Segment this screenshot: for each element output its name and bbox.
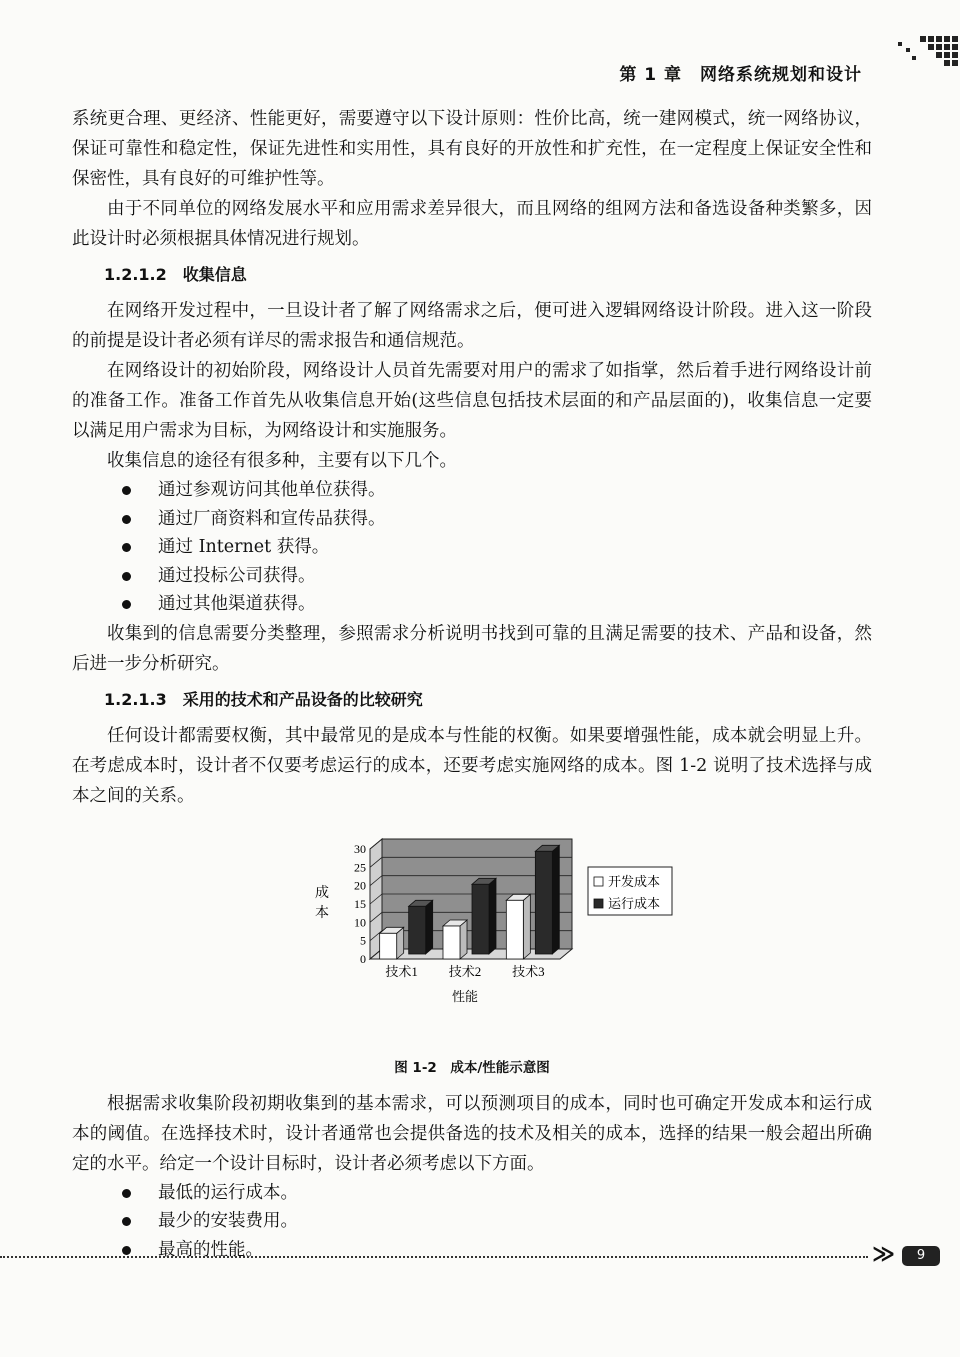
y-tick-label: 0 [360, 951, 366, 966]
corner-pattern-icon [868, 30, 960, 74]
x-tick-label: 技术2 [448, 963, 482, 979]
legend-label: 开发成本 [608, 873, 661, 889]
paragraph: 系统更合理、更经济、性能更好，需要遵守以下设计原则：性价比高，统一建网模式，统一网络协议，保证可靠性和稳定性，保证先进性和实用性，具有良好的开放性和扩充性，在一定程度上保证安全性和保密性，具有良好的可维护性等。 [72, 109, 872, 189]
list-item-text: 通过其他渠道获得。 [158, 594, 316, 614]
dotted-rule [0, 1256, 868, 1258]
bar [472, 884, 489, 954]
section-heading: 1.2.1.2 收集信息 [104, 265, 247, 284]
paragraph: 根据需求收集阶段初期收集到的基本需求，可以预测项目的成本，同时也可确定开发成本和运行成本的阈值。在选择技术时，设计者通常也会提供备选的技术及相关的成本，选择的结果一般会超出所确定的水平。给定一个设计目标时，设计者必须考虑以下方面。 [72, 1093, 872, 1174]
list-item-text: 通过厂商资料和宣传品获得。 [158, 508, 386, 529]
bar-side [523, 894, 530, 959]
y-tick-label: 5 [360, 933, 366, 948]
bar [443, 926, 460, 959]
section-heading: 1.2.1.3 采用的技术和产品设备的比较研究 [104, 689, 423, 709]
y-axis-label: 成 [315, 885, 329, 901]
y-tick-label: 25 [354, 859, 366, 874]
bullet-list [72, 476, 872, 619]
list-item [72, 533, 872, 562]
bar [409, 906, 426, 954]
bar-side [552, 845, 559, 954]
list-item [72, 1207, 872, 1236]
page-number: 9 [902, 1246, 940, 1266]
bullet-icon [122, 600, 131, 609]
legend-label: 运行成本 [608, 895, 661, 911]
bar [535, 851, 552, 954]
legend-swatch [594, 877, 603, 886]
double-arrow-icon: ≫ [872, 1242, 896, 1267]
figure-caption: 图 1-2 成本/性能示意图 [394, 1059, 550, 1076]
list-item-text: 通过 Internet 获得。 [158, 537, 330, 557]
paragraph: 由于不同单位的网络发展水平和应用需求差异很大，而且网络的组网方法和备选设备种类繁多，因此设计时必须根据具体情况进行规划。 [72, 199, 872, 249]
list-item [72, 505, 872, 534]
bar-side [460, 920, 467, 959]
list-item-text: 最低的运行成本。 [158, 1182, 298, 1203]
bar-side [426, 900, 433, 954]
y-tick-label: 15 [354, 896, 366, 911]
legend-swatch [594, 899, 603, 908]
page-footer [0, 1240, 960, 1270]
y-tick-label: 10 [354, 914, 366, 929]
bar [380, 933, 397, 959]
x-tick-label: 技术3 [512, 963, 545, 979]
chapter-header: 第 1 章 网络系统规划和设计 [619, 65, 862, 85]
list-item [72, 476, 872, 505]
cost-performance-chart [72, 821, 872, 1051]
figure [72, 821, 872, 1051]
bullet-icon [122, 1217, 131, 1226]
paragraph: 在网络设计的初始阶段，网络设计人员首先需要对用户的需求了如指掌，然后着手进行网络设计前的准备工作。准备工作首先从收集信息开始(这些信息包括技术层面的和产品层面的)，收集信息一定要以满足用户需求为目标，为网络设计和实施服务。 [72, 361, 872, 441]
bar-side [489, 878, 496, 954]
x-tick-label: 技术1 [385, 963, 418, 979]
page-content [72, 104, 872, 1264]
list-item-text: 最少的安装费用。 [158, 1211, 298, 1231]
paragraph: 任何设计都需要权衡，其中最常见的是成本与性能的权衡。如果要增强性能，成本就会明显上升。在考虑成本时，设计者不仅要考虑运行的成本，还要考虑实施网络的成本。图 1-2 说明了技术选择与成本之间的关系。 [72, 725, 872, 806]
list-item [72, 590, 872, 619]
list-item-text: 最高的性能。 [158, 1239, 263, 1260]
paragraph: 在网络开发过程中，一旦设计者了解了网络需求之后，便可进入逻辑网络设计阶段。进入这一阶段的前提是设计者必须有详尽的需求报告和通信规范。 [72, 301, 872, 351]
list-item [72, 562, 872, 591]
list-item-text: 通过参观访问其他单位获得。 [158, 480, 386, 500]
y-tick-label: 30 [354, 841, 366, 856]
y-axis-label: 本 [315, 905, 329, 921]
paragraph: 收集信息的途径有很多种，主要有以下几个。 [107, 451, 457, 471]
bullet-icon [122, 486, 131, 495]
bar [506, 900, 523, 959]
bullet-icon [122, 1189, 131, 1198]
bullet-icon [122, 572, 131, 581]
x-axis-label: 性能 [451, 988, 479, 1004]
list-item-text: 通过投标公司获得。 [158, 565, 316, 586]
paragraph: 收集到的信息需要分类整理，参照需求分析说明书找到可靠的且满足需要的技术、产品和设备，然后进一步分析研究。 [72, 623, 872, 674]
list-item [72, 1179, 872, 1208]
bullet-icon [122, 543, 131, 552]
y-tick-label: 20 [354, 878, 366, 893]
bullet-icon [122, 515, 131, 524]
